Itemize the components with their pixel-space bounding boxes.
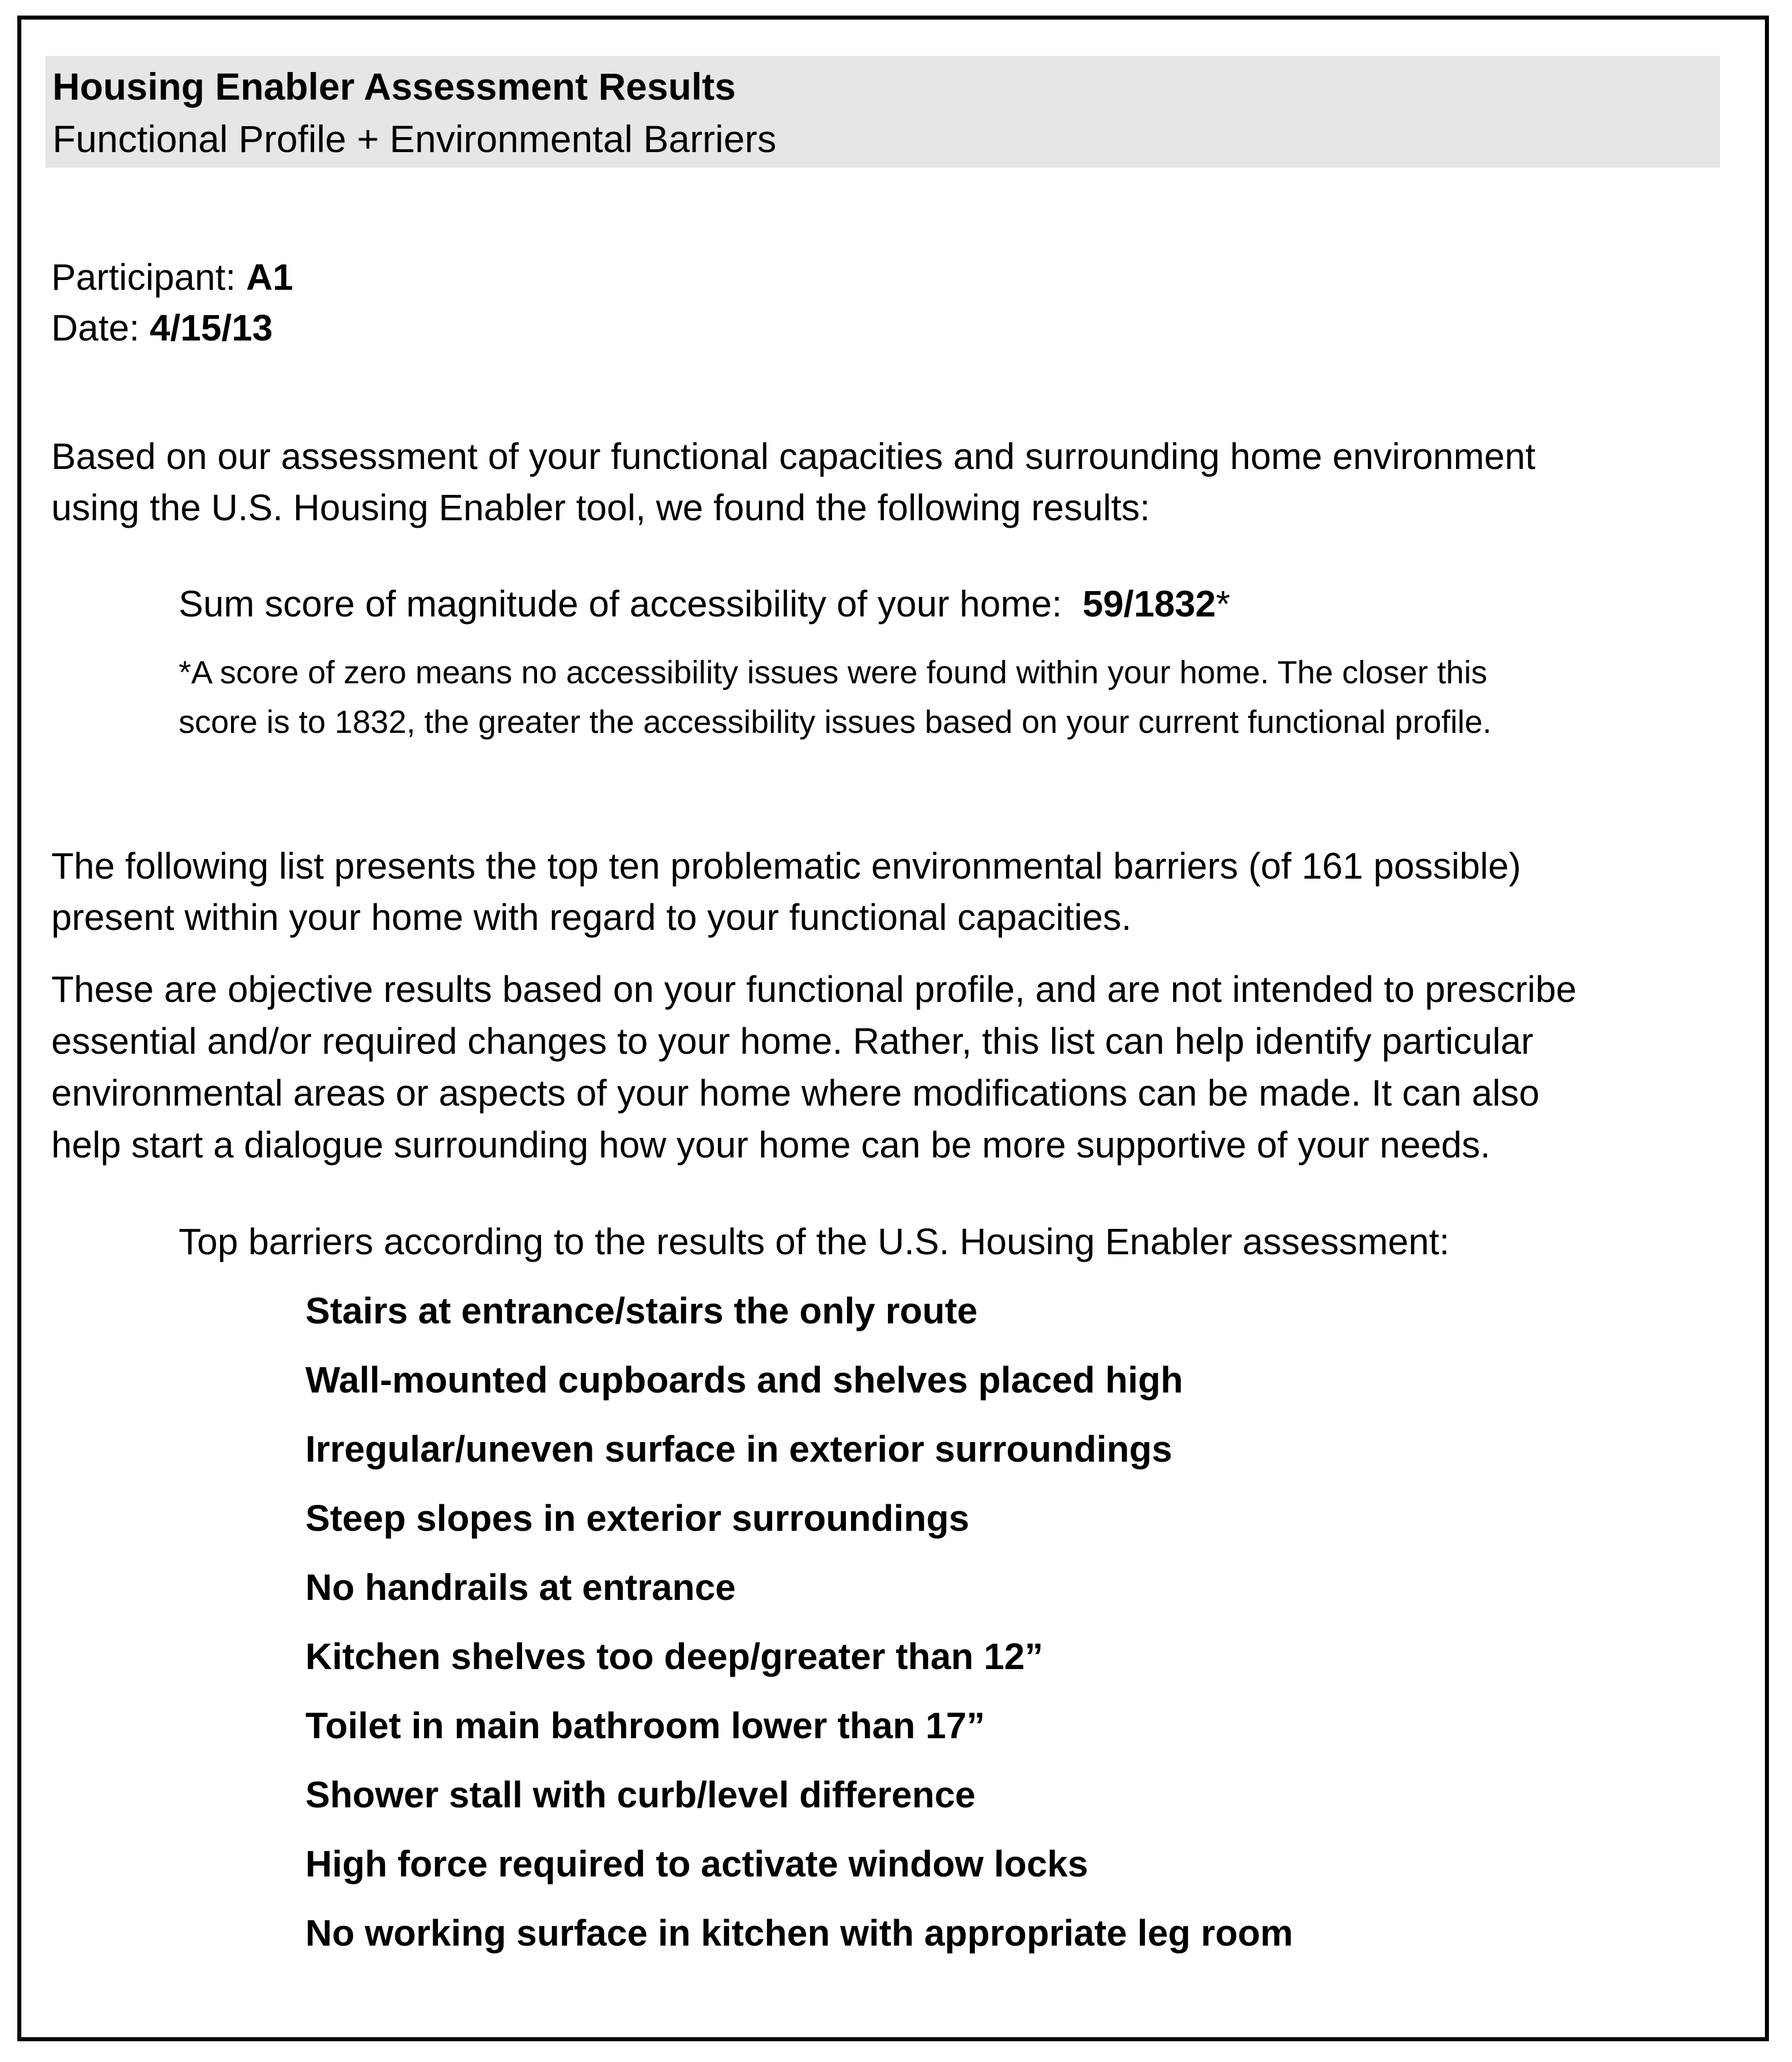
barrier-item: Shower stall with curb/level difference — [305, 1774, 976, 1815]
participant-label: Participant: — [51, 256, 236, 298]
disclaimer-line-1: These are objective results based on your functional profile, and are not intended to prescribe — [51, 968, 1576, 1010]
date-value: 4/15/13 — [149, 307, 273, 349]
barrier-item: Wall-mounted cupboards and shelves placed high — [305, 1359, 1184, 1401]
disclaimer-line-4: help start a dialogue surrounding how your home can be more supportive of your needs. — [51, 1124, 1491, 1166]
score-marker: * — [1216, 583, 1230, 625]
intro-line-1: Based on our assessment of your functional capacities and surrounding home environment — [51, 436, 1536, 477]
date-line — [51, 302, 273, 354]
barrier-item: Stairs at entrance/stairs the only route — [305, 1290, 978, 1331]
score-label: Sum score of magnitude of accessibility of your home: — [179, 583, 1063, 625]
barrier-item: Kitchen shelves too deep/greater than 12” — [305, 1636, 1044, 1677]
barrier-item: No working surface in kitchen with appropriate leg room — [305, 1912, 1294, 1954]
report-subtitle: Functional Profile + Environmental Barriers — [52, 118, 777, 160]
report-title: Housing Enabler Assessment Results — [52, 65, 736, 108]
participant-value: A1 — [245, 256, 293, 298]
report-header — [46, 56, 1720, 168]
barriers-heading: Top barriers according to the results of the U.S. Housing Enabler assessment: — [179, 1221, 1450, 1262]
participant-line — [51, 251, 293, 303]
list-intro-line-1: The following list presents the top ten problematic environmental barriers (of 161 possible) — [51, 845, 1521, 887]
score-line — [179, 578, 1230, 630]
barrier-item: High force required to activate window locks — [305, 1843, 1088, 1885]
score-note-line-1: *A score of zero means no accessibility issues were found within your home. The closer this — [179, 654, 1488, 690]
score-note-line-2: score is to 1832, the greater the accessibility issues based on your current functional profile. — [179, 703, 1492, 740]
barrier-item: Steep slopes in exterior surroundings — [305, 1497, 970, 1539]
disclaimer-line-2: essential and/or required changes to your home. Rather, this list can help identify particular — [51, 1020, 1534, 1062]
barrier-item: No handrails at entrance — [305, 1567, 736, 1608]
intro-line-2: using the U.S. Housing Enabler tool, we found the following results: — [51, 487, 1150, 528]
disclaimer-line-3: environmental areas or aspects of your home where modifications can be made. It can also — [51, 1072, 1540, 1114]
list-intro-line-2: present within your home with regard to your functional capacities. — [51, 896, 1132, 938]
barrier-item: Toilet in main bathroom lower than 17” — [305, 1705, 985, 1746]
barrier-item: Irregular/uneven surface in exterior surroundings — [305, 1428, 1173, 1470]
score-value: 59/1832 — [1082, 583, 1216, 625]
date-label: Date: — [51, 307, 139, 349]
